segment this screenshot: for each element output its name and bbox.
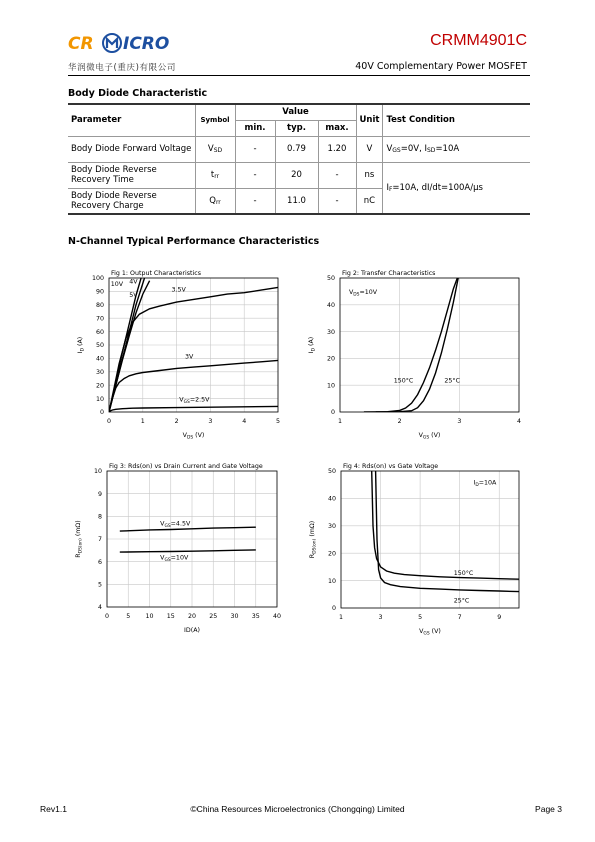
x-tick-label: 2 [397,418,402,425]
max-cell: 1.20 [318,136,356,162]
y-tick-label: 7 [97,536,102,544]
y-tick-label: 50 [326,275,335,283]
max-cell: - [318,162,356,188]
x-axis-label: ID(A) [184,627,200,634]
x-tick-label: 0 [104,613,110,620]
x-tick-label: 20 [187,613,197,620]
section-title-body-diode: Body Diode Characteristic [68,88,208,99]
annotation-label: 25°C [444,377,460,385]
header-symbol: Symbol [195,104,235,136]
body-diode-table [68,103,530,215]
x-tick-label: 5 [418,614,423,621]
x-tick-label: 40 [272,613,282,620]
y-axis-label: $R_{DS(on)}$ (mΩ) [75,520,84,558]
series-line-VGS10V [120,550,256,552]
header-unit: Unit [356,104,383,136]
x-tick-label: 2 [174,418,179,425]
header-min: min. [235,120,275,136]
chart-title: Fig 1: Output Characteristics [111,270,201,277]
symbol-cell: Qrr [195,188,235,214]
y-tick-label: 50 [327,468,336,476]
y-tick-label: 100 [91,275,104,283]
company-name-chinese: 华润微电子(重庆)有限公司 [68,63,176,73]
x-tick-label: 1 [140,418,145,425]
symbol-cell: trr [195,162,235,188]
x-axis-label: $V_{DS}$ (V) [182,432,205,441]
x-tick-label: 3 [457,418,462,425]
x-tick-label: 25 [209,613,218,620]
annotation-label: $V_{GS}=2.5V$ [179,396,210,405]
x-tick-label: 9 [497,614,502,621]
chart-fig1-output-characteristics [70,266,290,446]
y-tick-label: 10 [95,395,104,403]
series-line-VGS4.5V [120,527,256,531]
y-tick-label: 0 [99,409,104,417]
part-number: CRMM4901C [430,32,527,49]
y-tick-label: 30 [326,328,335,336]
y-tick-label: 5 [97,581,102,589]
x-tick-label: 1 [337,418,343,425]
chart-title: Fig 4: Rds(on) vs Gate Voltage [343,463,439,470]
plot-frame [340,278,519,412]
x-tick-label: 4 [242,418,247,425]
table-row [68,162,530,188]
y-tick-label: 50 [95,342,104,350]
header-value: Value [235,104,356,120]
y-tick-label: 10 [327,577,336,585]
typ-cell: 20 [275,162,318,188]
plot-area [364,273,459,412]
y-tick-label: 8 [97,513,102,521]
y-tick-label: 30 [327,523,336,530]
annotation-label: $V_{GS}=10V$ [160,554,189,563]
y-axis-label: $I_D$ (A) [77,336,86,354]
header-divider [68,75,530,76]
x-tick-label: 1 [338,614,344,621]
annotation-label: 5V [129,291,138,299]
unit-cell: nC [356,188,383,214]
test-cell: IF=10A, dI/dt=100A/µs [383,162,530,214]
footer-copyright: ©China Resources Microelectronics (Chongqing) Limited [190,804,405,814]
svg-text:ICRO: ICRO [123,34,170,54]
header-typ: typ. [275,120,318,136]
typ-cell: 11.0 [275,188,318,214]
symbol-cell: VSD [195,136,235,162]
x-tick-label: 35 [251,613,260,620]
y-tick-label: 20 [326,355,335,363]
min-cell: - [235,162,275,188]
chart-fig4-rdson-vs-vgs [300,460,525,640]
y-tick-label: 6 [97,558,102,566]
chart-fig2-transfer-characteristics [300,266,525,446]
param-cell: Body Diode Forward Voltage [68,136,195,162]
x-tick-label: 10 [145,613,154,620]
test-cell: VGS=0V, ISD=10A [383,136,530,162]
table-row [68,136,530,162]
header-max: max. [318,120,356,136]
y-tick-label: 60 [95,328,104,336]
plot-area [372,471,519,592]
annotation-label: $V_{GS}=4.5V$ [160,520,191,529]
y-tick-label: 20 [327,550,336,558]
header-test-condition: Test Condition [383,104,530,136]
min-cell: - [235,136,275,162]
y-tick-label: 10 [326,382,335,390]
annotation-label: 4V [129,278,138,286]
y-tick-label: 30 [95,369,104,376]
y-tick-label: 0 [331,605,336,613]
svg-text:CR: CR [68,34,94,54]
annotation-label: 3.5V [171,286,186,294]
series-line-VGS2.5V [109,406,278,412]
document-subtitle: 40V Complementary Power MOSFET [355,61,527,72]
min-cell: - [235,188,275,214]
x-tick-label: 3 [378,614,383,621]
x-tick-label: 30 [230,613,239,620]
section-title-nchannel: N-Channel Typical Performance Characteristics [68,236,320,247]
y-tick-label: 90 [95,288,104,296]
footer-page-number: Page 3 [535,804,562,814]
annotation-label: 25°C [453,597,470,605]
x-tick-label: 5 [126,613,131,620]
chart-title: Fig 3: Rds(on) vs Drain Current and Gate Voltage [109,463,263,470]
chart-title: Fig 2: Transfer Characteristics [342,270,436,277]
y-tick-label: 80 [95,302,104,309]
series-line-25C [376,273,460,412]
footer-revision: Rev1.1 [40,804,67,814]
unit-cell: ns [356,162,383,188]
typ-cell: 0.79 [275,136,318,162]
max-cell: - [318,188,356,214]
series-line-150C [364,273,459,412]
y-tick-label: 40 [326,302,335,309]
annotation-label: 10V [110,281,124,289]
annotation-label: $I_D=10A$ [473,479,497,489]
annotation-label: 150°C [453,570,474,578]
company-logo [68,30,188,56]
y-tick-label: 20 [95,382,104,390]
y-tick-label: 10 [93,468,102,476]
series-line-3.5V [109,287,278,412]
plot-frame [341,471,519,608]
plot-area [120,527,256,552]
y-tick-label: 4 [97,604,102,612]
unit-cell: V [356,136,383,162]
y-tick-label: 9 [97,490,102,498]
header-parameter: Parameter [68,104,195,136]
y-tick-label: 40 [327,495,336,503]
y-axis-label: $I_D$ (A) [308,336,317,354]
y-tick-label: 0 [330,409,335,417]
annotation-label: $V_{DS}=10V$ [348,289,378,298]
x-tick-label: 4 [516,418,522,425]
x-tick-label: 5 [275,418,281,425]
series-line-3V [109,360,278,412]
y-tick-label: 40 [95,355,104,363]
x-tick-label: 7 [457,614,462,621]
y-tick-label: 70 [95,315,104,323]
x-tick-label: 0 [106,418,112,425]
chart-fig3-rdson-vs-id [70,460,290,640]
y-axis-label: $R_{DS(on)}$ (mΩ) [309,520,318,559]
annotation-label: 150°C [393,377,414,385]
series-line-150C [372,471,519,579]
param-cell: Body Diode Reverse Recovery Time [68,162,195,188]
x-tick-label: 3 [208,418,213,425]
annotation-label: 3V [185,353,194,361]
param-cell: Body Diode Reverse Recovery Charge [68,188,195,214]
x-axis-label: $V_{GS}$ (V) [418,432,441,441]
x-tick-label: 15 [166,613,175,620]
x-axis-label: $V_{GS}$ (V) [419,628,441,637]
